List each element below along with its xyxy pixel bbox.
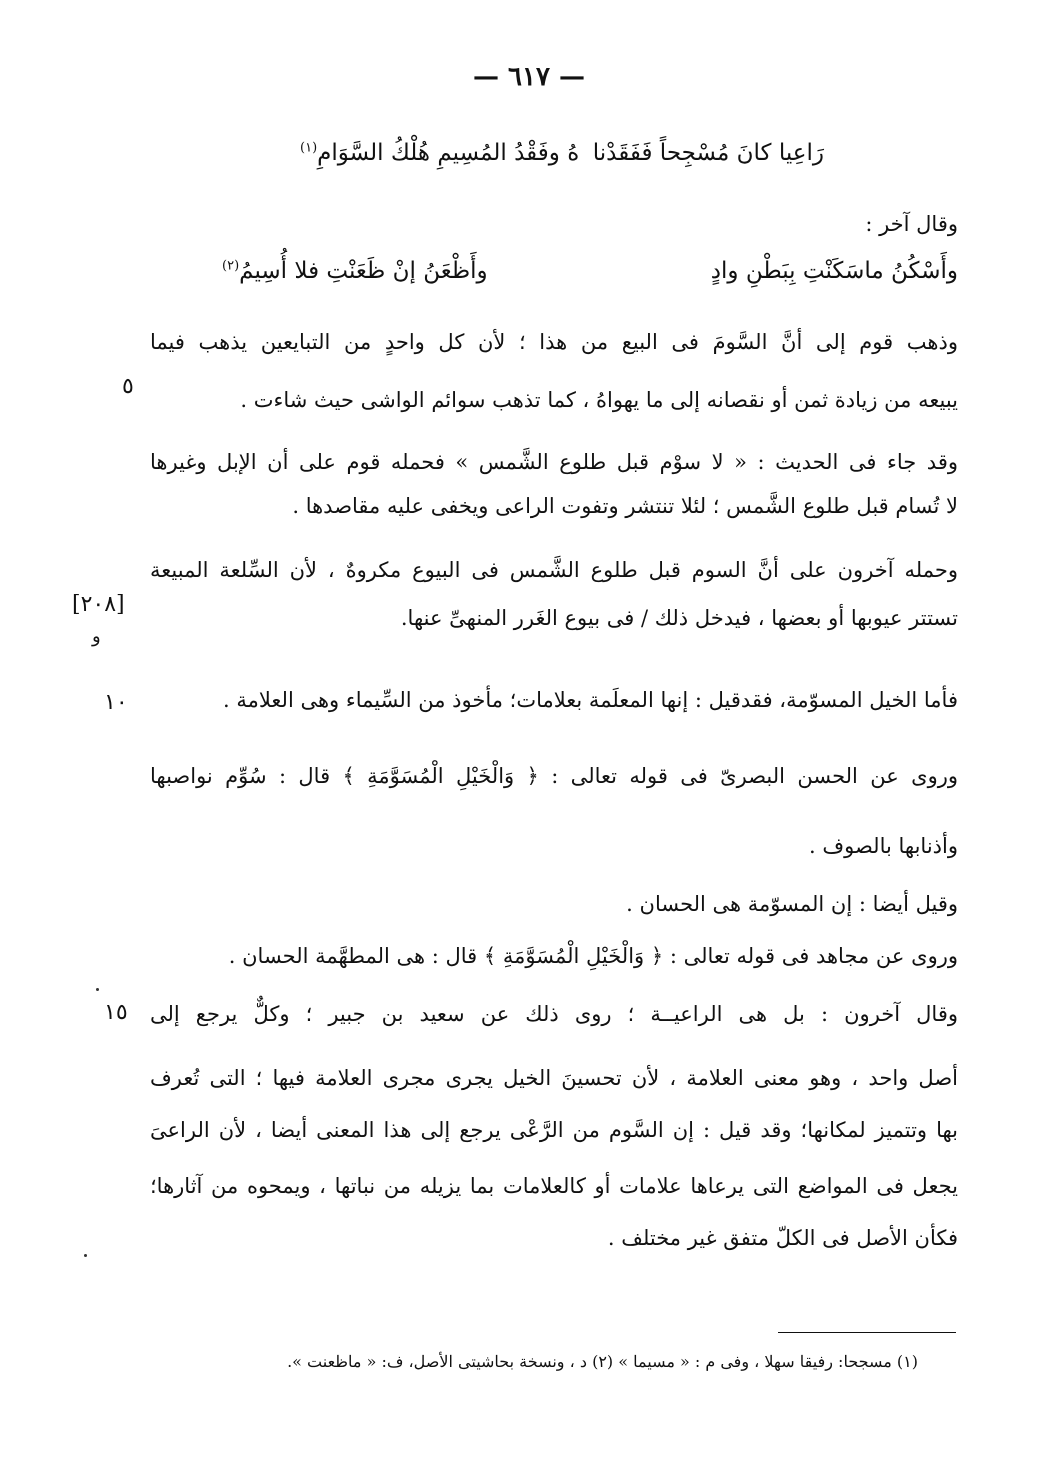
verse-1-left-text: هُ وفَقْدُ المُسِيمِ هُلْكُ السَّوَامِ — [317, 140, 580, 166]
text-line-6: وحمله آخرون على أنَّ السوم قبل طلوع الشَّمس فى البيوع مكروهٌ ، لأن السِّلعة المبيعة — [150, 558, 958, 582]
text-line-4: وقد جاء فى الحديث : « لا سوْم قبل طلوع الشَّمس » فحمله قوم على أن الإبل وغيرها — [150, 450, 958, 474]
text-line-8: فأما الخيل المسوّمة، فقدقيل : إنها المعلَمة بعلامات؛ مأخوذ من السِّيماء وهى العلامة . — [223, 688, 958, 712]
text-line-10: وأذنابها بالصوف . — [809, 834, 958, 858]
manuscript-folio-ref: [٢٠٨] — [72, 592, 125, 617]
line-number-5: ٥ — [122, 374, 134, 399]
text-line-16: يجعل فى المواضع التى يرعاها علامات أو كالعلامات بما يزيله من نباتها ، ويمحوه من آثارها؛ — [150, 1174, 958, 1198]
text-line-11: وقيل أيضا : إن المسوّمة هى الحسان . — [626, 892, 958, 916]
verse-2-left-hemistich — [222, 258, 488, 284]
text-line-15: بها وتتميز لمكانها؛ وقد قيل : إن السَّوم من الرَّعْى يرجع إلى هذا المعنى أيضا ، لأن الراعىَ — [150, 1118, 958, 1142]
footnote: (١) مسجحا: رفيقا سهلا ، وفى م : « مسيما » (٢) د ، ونسخة بحاشيتى الأصل، ف: « ماظعنت ». — [287, 1352, 918, 1371]
text-line-3: يبيعه من زيادة ثمن أو نقصانه إلى ما يهواهُ ، كما تذهب سوائم الواشى حيث شاءت . — [240, 388, 958, 412]
footnote-rule — [778, 1332, 956, 1333]
scan-speck — [96, 988, 99, 991]
verse-1-right-hemistich: رَاعِيا كانَ مُسْجِحاً فَفَقَدْنا — [592, 140, 824, 166]
manuscript-folio-side: و — [92, 626, 101, 647]
text-line-14: أصل واحد ، وهو معنى العلامة ، لأن تحسينَ الخيل يجرى مجرى العلامة فيها ؛ التى تُعرف — [150, 1066, 958, 1090]
scan-speck — [84, 1254, 87, 1257]
line-number-15: ١٥ — [104, 1000, 128, 1025]
verse-1-left-hemistich — [300, 140, 579, 166]
verse-2-left-text: وأَظْعَنُ إنْ ظَعَنْتِ فلا أُسِيمُ — [239, 258, 488, 284]
page-number: — ٦١٧ — — [472, 62, 586, 92]
verse-1-note-ref: (١) — [300, 140, 318, 156]
text-line-17: فكأن الأصل فى الكلّ متفق غير مختلف . — [607, 1226, 958, 1250]
text-line-9: وروى عن الحسن البصرىّ فى قوله تعالى : ﴿ وَالْخَيْلِ الْمُسَوَّمَةِ ﴾ قال : سُوِّم نواصبها — [150, 764, 958, 788]
text-line-2: وذهب قوم إلى أنَّ السَّومَ فى البيع من هذا ؛ لأن كل واحدٍ من التبايعين يذهب فيما — [150, 330, 958, 354]
verse-2-note-ref: (٢) — [222, 258, 240, 274]
text-line-5: لا تُسام قبل طلوع الشَّمس ؛ لئلا تنتشر وتفوت الراعى ويخفى عليه مقاصدها . — [292, 494, 958, 518]
text-line-13: وقال آخرون : بل هى الراعيــة ؛ روى ذلك عن سعيد بن جبير ؛ وكلٌّ يرجع إلى — [150, 1002, 958, 1026]
text-line-7: تستتر عيوبها أو بعضها ، فيدخل ذلك / فى بيوع الغَرر المنهىِّ عنها. — [400, 606, 958, 630]
verse-2-right-hemistich: وأَسْكُنُ ماسَكَنْتِ بِبَطْنِ وادٍ — [710, 258, 958, 284]
text-line-1: وقال آخر : — [865, 212, 958, 236]
text-line-12: وروى عن مجاهد فى قوله تعالى : ﴿ وَالْخَيْلِ الْمُسَوَّمَةِ ﴾ قال : هى المطهَّمة الحسان . — [228, 944, 958, 968]
line-number-10: ١٠ — [104, 690, 128, 715]
